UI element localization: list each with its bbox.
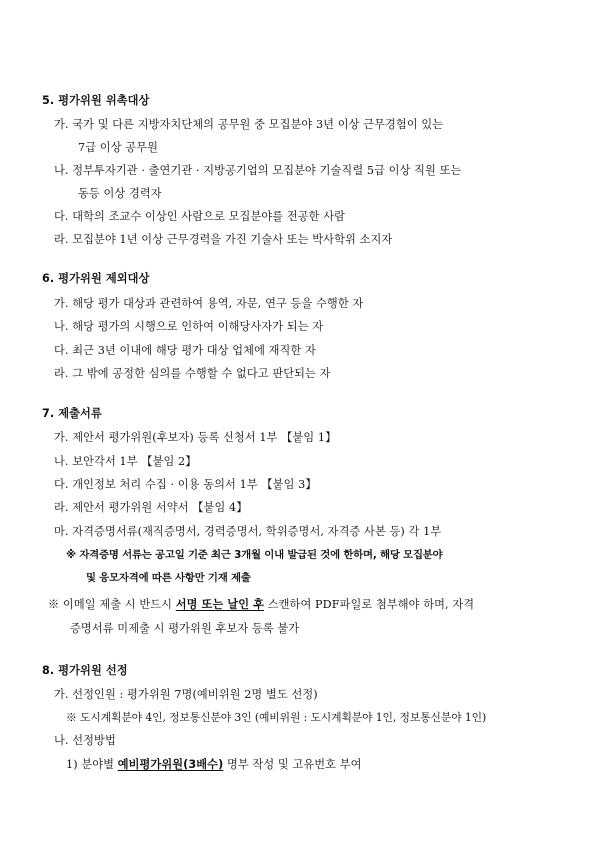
section-7-email-note-line2: 증명서류 미제출 시 평가위원 후보자 등록 불가: [70, 622, 300, 635]
section-5-item-da: 다. 대학의 조교수 이상인 사람으로 모집분야를 전공한 사람: [54, 210, 346, 223]
section-6-title: 6. 평가위원 제외대상: [42, 272, 150, 285]
section-7-item-ga: 가. 제안서 평가위원(후보자) 등록 신청서 1부 【붙임 1】: [54, 431, 337, 444]
section-8-item-ga: 가. 선정인원 : 평가위원 7명(예비위원 2명 별도 선정): [54, 688, 318, 701]
section-6-item-na: 나. 해당 평가의 시행으로 인하여 이해당사자가 되는 자: [54, 320, 324, 333]
email-note-emphasis: 서명 또는 날인 후: [175, 598, 265, 611]
section-7-title: 7. 제출서류: [42, 407, 102, 420]
section-8-title: 8. 평가위원 선정: [42, 664, 128, 677]
selection-method-suffix: 명부 작성 및 고유번호 부여: [223, 758, 362, 771]
section-7-item-da: 다. 개인정보 처리 수집 · 이용 동의서 1부 【붙임 3】: [54, 478, 317, 491]
selection-method-prefix: 1) 분야별: [66, 758, 118, 771]
section-5-title: 5. 평가위원 위촉대상: [42, 94, 150, 107]
section-5-item-ga-cont: 7급 이상 공무원: [78, 141, 158, 154]
section-7-email-note: [48, 598, 474, 612]
section-7-bold-note-line2: 및 응모자격에 따른 사항만 기재 제출: [86, 572, 251, 584]
section-7-item-na: 나. 보안각서 1부 【붙임 2】: [54, 455, 197, 468]
section-7-item-ma: 마. 자격증명서류(재직증명서, 경력증명서, 학위증명서, 자격증 사본 등) 각 1부: [54, 525, 442, 538]
section-5-item-na-cont: 동등 이상 경력자: [78, 187, 162, 200]
section-5-item-ga: 가. 국가 및 다른 지방자치단체의 공무원 중 모집분야 3년 이상 근무경험이 있는: [54, 118, 444, 131]
section-7-bold-note-line1: ※ 자격증명 서류는 공고일 기준 최근 3개월 이내 발급된 것에 한하며, 해당 모집분야: [66, 549, 443, 561]
section-8-item-na-1: [66, 758, 362, 772]
section-6-item-ga: 가. 해당 평가 대상과 관련하여 용역, 자문, 연구 등을 수행한 자: [54, 297, 364, 310]
selection-method-emphasis: 예비평가위원(3배수): [117, 758, 224, 771]
section-5-item-na: 나. 정부투자기관 · 출연기관 · 지방공기업의 모집분야 기술직렬 5급 이상 직원 또는: [54, 164, 462, 177]
section-5-item-ra: 라. 모집분야 1년 이상 근무경력을 가진 기술사 또는 박사학위 소지자: [54, 233, 393, 246]
section-8-item-na: 나. 선정방법: [54, 734, 116, 747]
email-note-suffix: 스캔하여 PDF파일로 첨부해야 하며, 자격: [264, 598, 475, 611]
email-note-prefix: ※ 이메일 제출 시 반드시: [48, 598, 176, 611]
section-7-item-ra: 라. 제안서 평가위원 서약서 【붙임 4】: [54, 501, 248, 514]
section-6-item-ra: 라. 그 밖에 공정한 심의를 수행할 수 없다고 판단되는 자: [54, 367, 331, 380]
section-8-item-ga-note: ※ 도시계획분야 4인, 정보통신분야 3인 (예비위원 : 도시계획분야 1인, 정보통신분야 1인): [66, 711, 487, 724]
section-6-item-da: 다. 최근 3년 이내에 해당 평가 대상 업체에 재직한 자: [54, 344, 316, 357]
